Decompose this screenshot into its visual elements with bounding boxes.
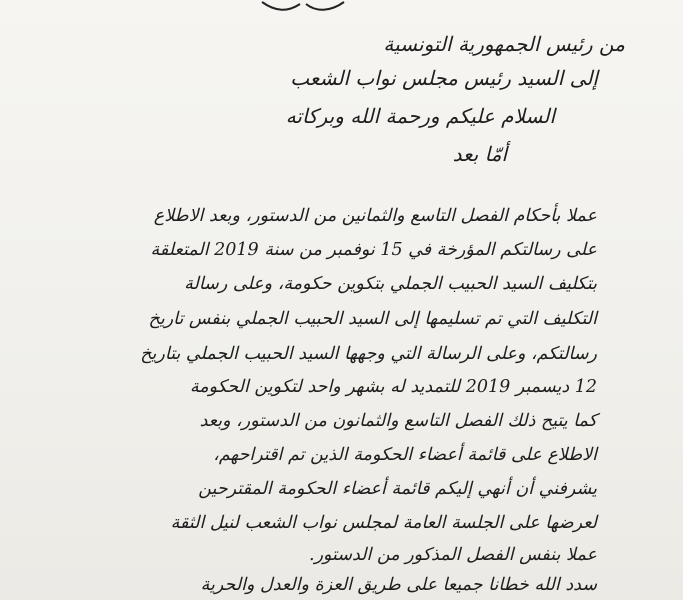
header-amma-baad: أمّا بعد xyxy=(452,142,507,166)
body-line: عملا بأحكام الفصل التاسع والثمانين من الدستور، وبعد الاطلاع xyxy=(153,206,597,226)
body-line: الاطلاع على قائمة أعضاء الحكومة الذين تم اقتراحهم، xyxy=(213,445,597,465)
body-line: التكليف التي تم تسليمها إلى السيد الحبيب الجملي بنفس تاريخ xyxy=(148,309,597,329)
body-line: بتكليف السيد الحبيب الجملي بتكوين حكومة، وعلى رسالة xyxy=(184,274,597,294)
body-line: يشرفني أن أنهي إليكم قائمة أعضاء الحكومة المقترحين xyxy=(198,479,597,499)
body-line: رسالتكم، وعلى الرسالة التي وجهها السيد الحبيب الجملي بتاريخ xyxy=(140,344,597,364)
top-flourish xyxy=(258,0,348,14)
header-recipient: إلى السيد رئيس مجلس نواب الشعب xyxy=(290,66,598,90)
header-sender: من رئيس الجمهورية التونسية xyxy=(383,32,625,56)
body-line: 12 ديسمبر 2019 للتمديد له بشهر واحد لتكوين الحكومة xyxy=(189,377,597,397)
header-greeting: السلام عليكم ورحمة الله وبركاته xyxy=(285,104,555,128)
body-line: عملا بنفس الفصل المذكور من الدستور. xyxy=(309,545,597,565)
body-line: كما يتيح ذلك الفصل التاسع والثمانون من الدستور، وبعد xyxy=(199,411,597,431)
body-line: لعرضها على الجلسة العامة لمجلس نواب الشعب لنيل الثقة xyxy=(170,513,597,533)
body-line: على رسالتكم المؤرخة في 15 نوفمبر من سنة 2019 المتعلقة xyxy=(150,240,597,260)
body-line: سدد الله خطانا جميعا على طريق العزة والعدل والحرية xyxy=(200,575,597,595)
